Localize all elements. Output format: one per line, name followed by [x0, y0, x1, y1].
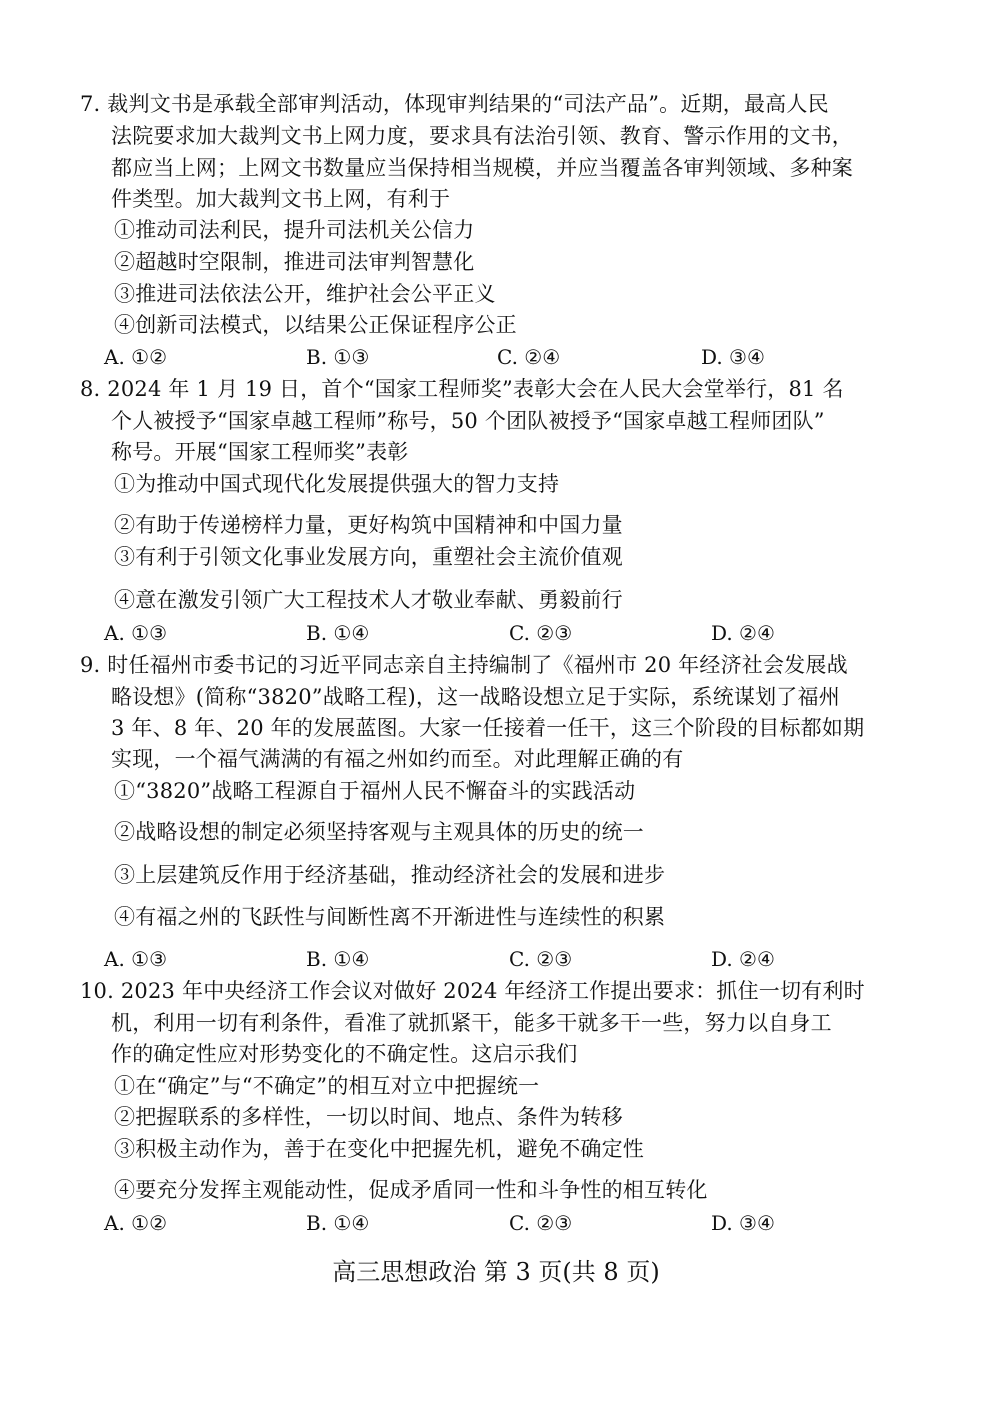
- question-stem-line: 10. 2023 年中央经济工作会议对做好 2024 年经济工作提出要求：抓住一切有利时: [80, 979, 865, 1003]
- option-a: A. ①③: [104, 621, 168, 645]
- question-stem-line: 机，利用一切有利条件，看准了就抓紧干，能多干就多干一些，努力以自身工: [111, 1011, 832, 1035]
- question-stem-line: 称号。开展“国家工程师奖”表彰: [111, 440, 409, 464]
- question-stem-line: 作的确定性应对形势变化的不确定性。这启示我们: [111, 1042, 578, 1066]
- statement-4: ④有福之州的飞跃性与间断性离不开渐进性与连续性的积累: [114, 905, 666, 929]
- statement-4: ④意在激发引领广大工程技术人才敬业奉献、勇毅前行: [114, 588, 623, 612]
- question-stem-line: 件类型。加大裁判文书上网，有利于: [111, 187, 451, 211]
- option-c: C. ②③: [509, 947, 573, 971]
- statement-2: ②战略设想的制定必须坚持客观与主观具体的历史的统一: [114, 820, 644, 844]
- question-stem-line: 都应当上网；上网文书数量应当保持相当规模，并应当覆盖各审判领域、多种案: [111, 156, 853, 180]
- option-d: D. ②④: [711, 621, 775, 645]
- option-c: C. ②③: [509, 1211, 573, 1235]
- option-d: D. ③④: [711, 1211, 775, 1235]
- statement-1: ①“3820”战略工程源自于福州人民不懈奋斗的实践活动: [114, 779, 636, 803]
- option-d: D. ③④: [701, 345, 765, 369]
- question-stem-line: 8. 2024 年 1 月 19 日，首个“国家工程师奖”表彰大会在人民大会堂举行，81 名: [80, 377, 844, 401]
- statement-3: ③积极主动作为，善于在变化中把握先机，避免不确定性: [114, 1137, 644, 1161]
- statement-1: ①在“确定”与“不确定”的相互对立中把握统一: [114, 1074, 540, 1098]
- option-a: A. ①②: [104, 345, 168, 369]
- question-stem-line: 3 年、8 年、20 年的发展蓝图。大家一任接着一任干，这三个阶段的目标都如期: [111, 716, 865, 740]
- statement-4: ④要充分发挥主观能动性，促成矛盾同一性和斗争性的相互转化: [114, 1178, 708, 1202]
- question-stem-line: 实现，一个福气满满的有福之州如约而至。对此理解正确的有: [111, 747, 684, 771]
- option-d: D. ②④: [711, 947, 775, 971]
- option-b: B. ①④: [306, 1211, 370, 1235]
- statement-1: ①推动司法利民，提升司法机关公信力: [114, 218, 475, 242]
- option-a: A. ①②: [104, 1211, 168, 1235]
- statement-1: ①为推动中国式现代化发展提供强大的智力支持: [114, 472, 560, 496]
- statement-3: ③上层建筑反作用于经济基础，推动经济社会的发展和进步: [114, 863, 666, 887]
- option-b: B. ①④: [306, 621, 370, 645]
- question-stem-line: 7. 裁判文书是承载全部审判活动，体现审判结果的“司法产品”。近期，最高人民: [80, 92, 829, 116]
- question-stem-line: 法院要求加大裁判文书上网力度，要求具有法治引领、教育、警示作用的文书，: [111, 124, 853, 148]
- statement-3: ③推进司法依法公开，维护社会公平正义: [114, 282, 496, 306]
- statement-2: ②有助于传递榜样力量，更好构筑中国精神和中国力量: [114, 513, 623, 537]
- question-stem-line: 个人被授予“国家卓越工程师”称号，50 个团队被授予“国家卓越工程师团队”: [111, 409, 825, 433]
- page-footer: 高三思想政治 第 3 页(共 8 页): [332, 1258, 660, 1286]
- option-b: B. ①④: [306, 947, 370, 971]
- option-c: C. ②④: [497, 345, 561, 369]
- statement-2: ②超越时空限制，推进司法审判智慧化: [114, 250, 475, 274]
- statement-2: ②把握联系的多样性，一切以时间、地点、条件为转移: [114, 1105, 623, 1129]
- option-a: A. ①③: [104, 947, 168, 971]
- question-stem-line: 略设想》(简称“3820”战略工程)，这一战略设想立足于实际，系统谋划了福州: [111, 685, 840, 709]
- option-c: C. ②③: [509, 621, 573, 645]
- option-b: B. ①③: [306, 345, 370, 369]
- statement-3: ③有利于引领文化事业发展方向，重塑社会主流价值观: [114, 545, 623, 569]
- question-stem-line: 9. 时任福州市委书记的习近平同志亲自主持编制了《福州市 20 年经济社会发展战: [80, 653, 848, 677]
- statement-4: ④创新司法模式，以结果公正保证程序公正: [114, 313, 517, 337]
